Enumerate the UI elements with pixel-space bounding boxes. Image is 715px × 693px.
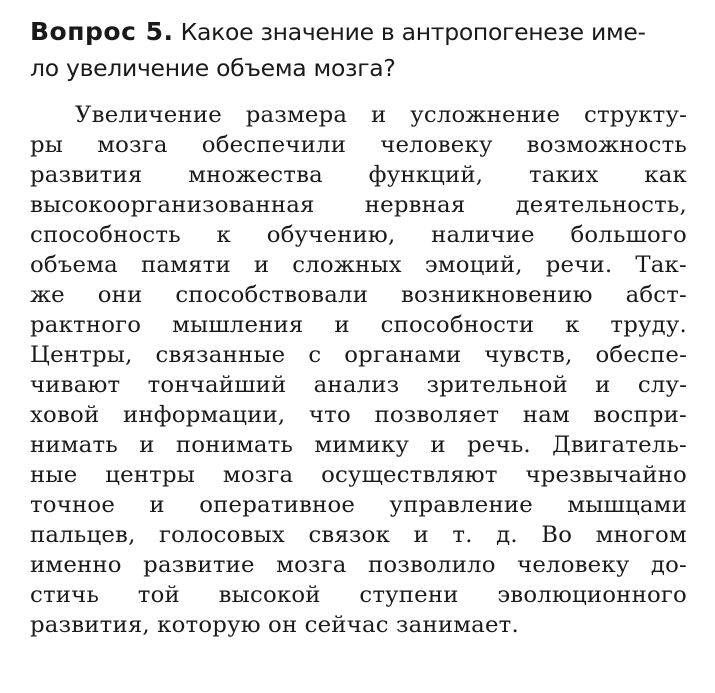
answer-word: воспри- [593,402,687,428]
answer-word: обучению, [266,222,396,248]
answer-word: способность [30,222,181,248]
answer-word: занимает. [396,612,519,638]
answer-word: функций, [368,162,484,188]
answer-word: обеспе- [595,342,687,368]
answer-word: и [149,492,165,518]
answer-word: и [139,432,155,458]
answer-line [30,220,687,250]
answer-word: и [334,312,350,338]
answer-word: пальцев, [30,522,136,548]
answer-word: речь. [467,432,531,458]
answer-word: информации, [122,402,286,428]
answer-word: многом [595,522,687,548]
answer-word: же [30,282,65,308]
answer-word: высокоорганизованная [30,192,315,218]
answer-word: способности [380,312,535,338]
answer-word: зрительной [426,372,568,398]
answer-word: как [644,162,687,188]
answer-word: Во [541,522,573,548]
answer-word: сложных [292,252,402,278]
answer-word: оперативное [199,492,356,518]
question-text-line: Какое значение в антропогенезе име- [180,18,646,46]
answer-word: мимику [314,432,410,458]
answer-line [30,280,687,310]
answer-word: именно [30,552,122,578]
question-label: Вопрос 5. [30,17,174,46]
answer-word: мозга [222,462,294,488]
answer-line [30,400,687,430]
answer-paragraph [30,100,687,640]
answer-word: они [97,282,143,308]
answer-word: тончайший [147,372,287,398]
answer-word: объема [30,252,118,278]
answer-word: труду. [610,312,687,338]
answer-word: обеспечили [201,132,347,158]
answer-word: эмоций, [424,252,523,278]
answer-word: большого [570,222,687,248]
answer-word: и [430,432,446,458]
answer-line [30,130,687,160]
answer-line [30,190,687,220]
question-block [30,14,700,86]
answer-line [30,310,687,340]
answer-word: человеку [380,132,493,158]
question-line-2 [30,50,700,86]
answer-word: органами [344,342,462,368]
answer-word: ступени [359,582,459,608]
answer-word: к [216,222,231,248]
answer-word: памяти [140,252,231,278]
answer-word: чрезвычайно [525,462,687,488]
answer-word: деятельность, [515,192,687,218]
answer-word: усложнение [410,102,561,128]
answer-line [30,460,687,490]
answer-word: управление [389,492,533,518]
answer-word: голосовых [158,522,285,548]
answer-word: точное [30,492,116,518]
answer-word: развитие [143,552,255,578]
answer-line [30,100,687,130]
answer-word: что [308,402,351,428]
answer-line [30,490,687,520]
question-line-1 [30,14,700,50]
answer-word: Так- [635,252,687,278]
answer-word: таких [529,162,599,188]
answer-word: связанные [155,342,286,368]
answer-word: речи. [545,252,613,278]
answer-word: Двигатель- [552,432,687,458]
answer-line [30,250,687,280]
answer-word: абст- [625,282,687,308]
answer-line [30,340,687,370]
answer-line [30,550,687,580]
answer-word: ры [30,132,64,158]
question-text-line: ло увеличение объема мозга? [30,54,396,82]
answer-word: нервная [364,192,466,218]
answer-word: центры [105,462,196,488]
answer-line [30,520,687,550]
answer-word: множества [188,162,323,188]
answer-word: развития [30,162,143,188]
answer-word: он [268,612,298,638]
answer-word: мозга [97,132,168,158]
answer-word: связок [308,522,391,548]
answer-word: с [308,342,322,368]
answer-word: мышцами [567,492,687,518]
answer-word: слу- [637,372,687,398]
answer-word: мышления [172,312,304,338]
answer-word: и [595,372,611,398]
answer-word: ховой [30,402,100,428]
answer-word: позволило [368,552,496,578]
answer-word: Увеличение [75,102,222,128]
answer-word: Центры, [30,342,133,368]
answer-word: нам [522,402,570,428]
answer-line [30,580,687,610]
answer-word: структу- [584,102,687,128]
answer-word: т. [452,522,473,548]
answer-word: наличие [431,222,535,248]
answer-word: осуществляют [321,462,498,488]
answer-word: рактного [30,312,142,338]
answer-word: ные [30,462,78,488]
answer-word: возникновению [400,282,593,308]
answer-word: человеку [517,552,630,578]
answer-word: позволяет [374,402,500,428]
answer-word: и [253,252,270,278]
answer-word: размера [245,102,348,128]
answer-word: д. [496,522,518,548]
answer-word: эволюционного [497,582,687,608]
answer-word: до- [650,552,687,578]
answer-word: способствовали [175,282,369,308]
answer-word: к [565,312,580,338]
answer-word: понимать [175,432,294,458]
answer-word: стичь [30,582,100,608]
answer-line [30,160,687,190]
answer-line [30,370,687,400]
answer-word: и [371,102,387,128]
answer-word: анализ [313,372,400,398]
answer-word: развития, [30,612,150,638]
answer-word: и [413,522,429,548]
answer-word: той [137,582,180,608]
answer-word: чувств, [484,342,573,368]
answer-word: мозга [276,552,347,578]
answer-line [30,610,687,640]
answer-line [30,430,687,460]
answer-word: нимать [30,432,118,458]
answer-word: возможность [526,132,687,158]
answer-word: сейчас [304,612,389,638]
answer-word: высокой [218,582,321,608]
answer-word: чивают [30,372,121,398]
answer-word: которую [157,612,261,638]
